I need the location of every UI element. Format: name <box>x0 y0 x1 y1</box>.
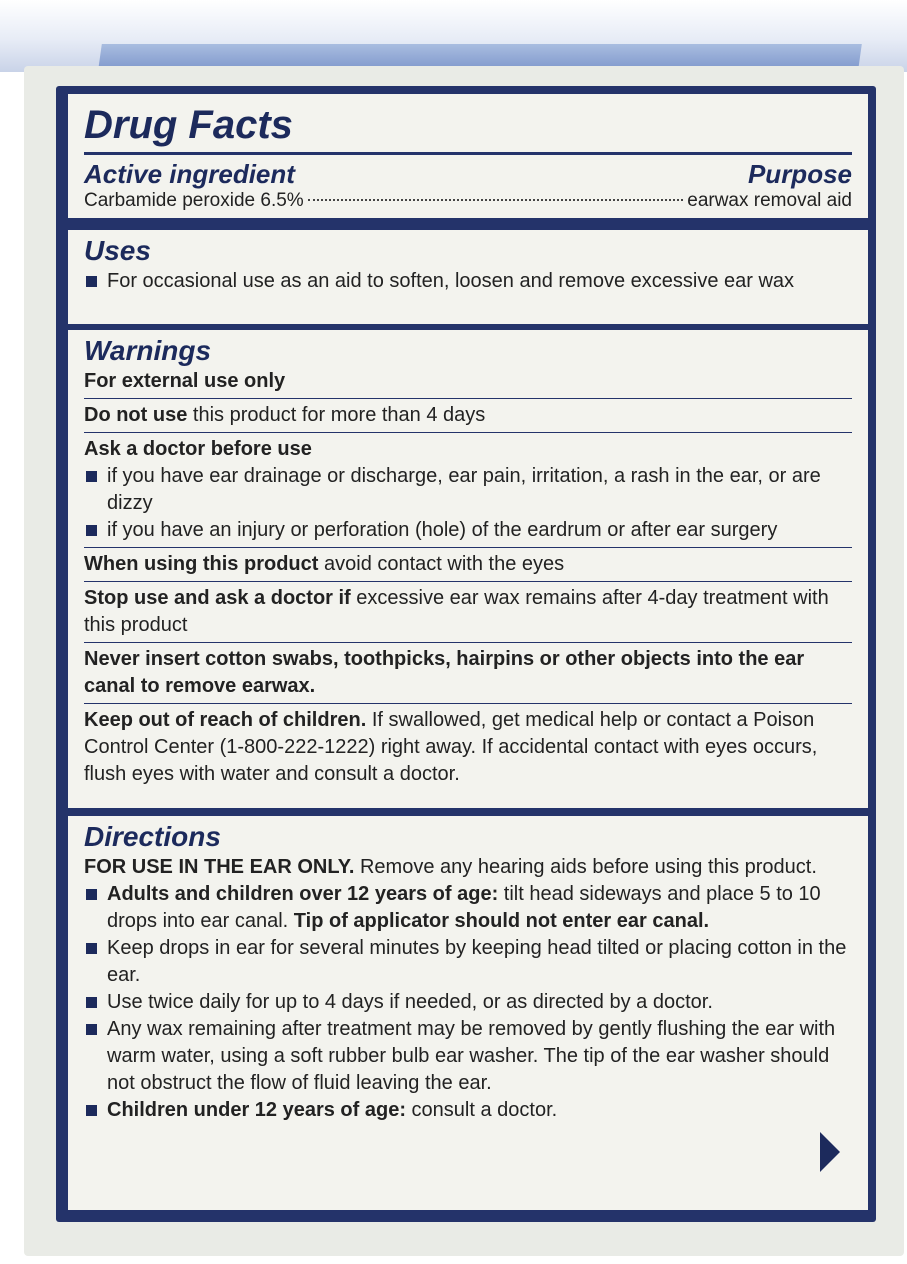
children-direction <box>107 1097 557 1124</box>
bullet-icon <box>86 525 97 536</box>
when-using-label: When using this product <box>84 553 319 575</box>
directions-item <box>84 989 852 1016</box>
ask-doctor-item-text: if you have an injury or perforation (hole) of the eardrum or after ear surgery <box>107 519 778 541</box>
uses-item-text: For occasional use as an aid to soften, loosen and remove excessive ear wax <box>107 270 795 292</box>
use-twice-text: Use twice daily for up to 4 days if needed, or as directed by a doctor. <box>107 991 713 1013</box>
adults-text: tilt head sideways and place 5 to 10 drops into ear canal. <box>107 883 821 932</box>
directions-panel <box>68 816 868 1210</box>
keep-out-of-reach-warning <box>84 707 852 788</box>
ingredient-purpose: earwax removal aid <box>687 190 852 211</box>
ask-doctor-label: Ask a doctor before use <box>84 438 312 460</box>
dot-leader <box>308 199 684 201</box>
bullet-icon <box>86 1105 97 1116</box>
uses-heading: Uses <box>84 235 151 266</box>
bullet-icon <box>86 1024 97 1035</box>
bullet-icon <box>86 471 97 482</box>
divider <box>84 703 852 704</box>
never-insert-warning: Never insert cotton swabs, toothpicks, hairpins or other objects into the ear canal to remove earwax. <box>84 648 805 697</box>
bullet-icon <box>86 997 97 1008</box>
divider <box>84 642 852 643</box>
directions-item <box>84 881 852 935</box>
directions-heading: Directions <box>84 821 221 852</box>
warnings-heading: Warnings <box>84 335 212 366</box>
stop-use-text: excessive ear wax remains after 4-day treatment with this product <box>84 587 829 636</box>
children-label: Children under 12 years of age: <box>107 1099 406 1121</box>
right-triangle-arrow-icon <box>820 1132 840 1172</box>
adults-label: Adults and children over 12 years of age: <box>107 883 499 905</box>
do-not-use-label: Do not use <box>84 404 188 426</box>
keep-out-text: If swallowed, get medical help or contact a Poison Control Center (1-800-222-1222) right away. If accidental contact with eyes occurs, flush eyes with water and consult a doctor. <box>84 709 818 785</box>
divider <box>84 432 852 433</box>
directions-item <box>84 935 852 989</box>
ear-only-text: Remove any hearing aids before using this product. <box>359 856 817 878</box>
stop-use-warning <box>84 585 852 639</box>
keep-out-label: Keep out of reach of children. <box>84 709 367 731</box>
ear-only-label: FOR USE IN THE EAR ONLY. <box>84 856 355 878</box>
bullet-icon <box>86 943 97 954</box>
uses-panel <box>68 230 868 324</box>
keep-drops-text: Keep drops in ear for several minutes by keeping head tilted or placing cotton in the ear. <box>107 937 847 986</box>
when-using-text: avoid contact with the eyes <box>324 553 565 575</box>
uses-item <box>84 268 852 295</box>
active-ingredient-heading: Active ingredient <box>84 159 295 189</box>
do-not-use-text: this product for more than 4 days <box>192 404 486 426</box>
active-ingredient-header <box>84 159 852 189</box>
ear-only-instruction <box>84 854 852 881</box>
divider <box>84 581 852 582</box>
adults-direction <box>107 881 852 935</box>
divider <box>84 152 852 155</box>
ask-doctor-item-text: if you have ear drainage or discharge, ear pain, irritation, a rash in the ear, or are dizzy <box>107 465 821 514</box>
ingredient-name: Carbamide peroxide 6.5% <box>84 190 304 211</box>
children-text: consult a doctor. <box>411 1099 558 1121</box>
drug-facts-title: Drug Facts <box>84 103 293 147</box>
stop-use-label: Stop use and ask a doctor if <box>84 587 351 609</box>
bullet-icon <box>86 276 97 287</box>
external-use-warning: For external use only <box>84 370 286 392</box>
any-wax-text: Any wax remaining after treatment may be removed by gently flushing the ear with warm water, using a soft rubber bulb ear washer. The tip of the ear washer should not obstruct the flow of fluid leaving the ear. <box>107 1018 836 1094</box>
ask-doctor-item <box>84 463 852 517</box>
divider <box>84 547 852 548</box>
directions-item <box>84 1097 852 1124</box>
adults-tip: Tip of applicator should not enter ear canal. <box>293 910 710 932</box>
ask-doctor-item <box>84 517 852 544</box>
divider <box>84 398 852 399</box>
ingredient-row <box>84 189 852 213</box>
when-using-warning <box>84 551 852 578</box>
bullet-icon <box>86 889 97 900</box>
directions-item <box>84 1016 852 1097</box>
do-not-use-warning <box>84 402 852 429</box>
drug-facts-header-panel <box>68 94 868 218</box>
warnings-panel <box>68 330 868 808</box>
purpose-heading: Purpose <box>747 159 852 189</box>
